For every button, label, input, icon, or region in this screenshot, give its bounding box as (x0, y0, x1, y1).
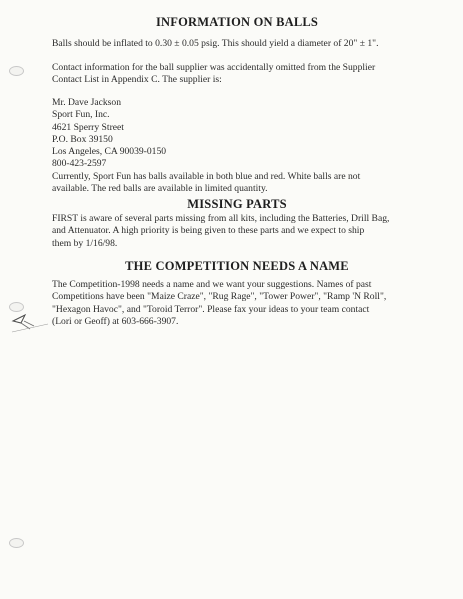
supplier-address-block (52, 97, 424, 171)
punch-hole (9, 538, 24, 548)
text-line: Contact List in Appendix C. The supplier is: (52, 74, 222, 86)
balls-inflation-paragraph (52, 38, 424, 50)
text-line: available. The red balls are available in limited quantity. (52, 183, 268, 195)
text-line: Competitions have been "Maize Craze", "Rug Rage", "Tower Power", "Ramp 'N Roll", (52, 291, 387, 303)
section-heading-missing-parts: MISSING PARTS (187, 197, 287, 211)
punch-hole (9, 66, 24, 76)
supplier-note-paragraph (52, 62, 424, 87)
text-line: Balls should be inflated to 0.30 ± 0.05 psig. This should yield a diameter of 20" ± 1". (52, 38, 379, 49)
address-line: Mr. Dave Jackson (52, 97, 122, 108)
text-line: and Attenuator. A high priority is being given to these parts and we expect to ship (52, 225, 365, 237)
text-line: (Lori or Geoff) at 603-666-3907. (52, 315, 179, 327)
punch-hole (9, 302, 24, 312)
phone-line: 800-423-2597 (52, 158, 107, 170)
ball-availability-paragraph (52, 171, 424, 196)
section-heading-competition-name: THE COMPETITION NEEDS A NAME (125, 259, 349, 273)
text-line: "Hexagon Havoc", and "Toroid Terror". Please fax your ideas to your team contact (52, 303, 370, 315)
address-line: P.O. Box 39150 (52, 133, 113, 145)
pencil-arrow-mark-icon (10, 312, 50, 334)
missing-parts-paragraph (52, 213, 424, 250)
text-line: FIRST is aware of several parts missing from all kits, including the Batteries, Drill Bag, (52, 213, 390, 224)
section-heading-balls: INFORMATION ON BALLS (155, 15, 319, 29)
text-line: Currently, Sport Fun has balls available in both blue and red. White balls are not (52, 171, 361, 182)
address-line: Sport Fun, Inc. (52, 109, 110, 121)
competition-name-paragraph (52, 279, 424, 328)
address-line: 4621 Sperry Street (52, 121, 124, 133)
text-line: The Competition-1998 needs a name and we want your suggestions. Names of past (52, 279, 372, 290)
text-line: them by 1/16/98. (52, 237, 118, 249)
text-line: Contact information for the ball supplier was accidentally omitted from the Supplier (52, 62, 376, 73)
address-line: Los Angeles, CA 90039-0150 (52, 146, 167, 158)
